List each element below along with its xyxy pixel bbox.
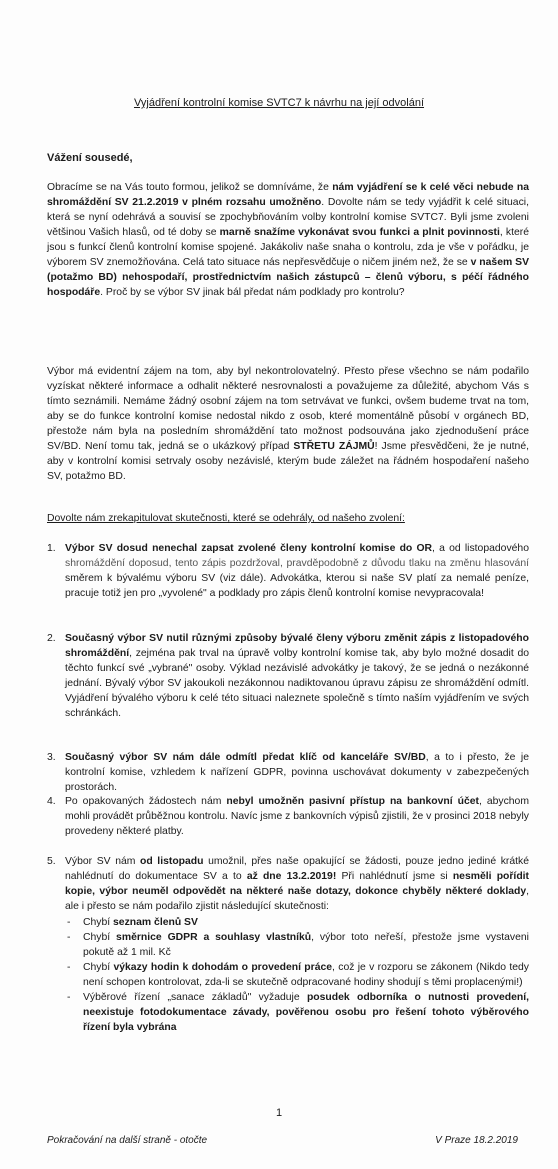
bold-text: od listopadu — [140, 856, 204, 867]
document-title: Vyjádření kontrolní komise SVTC7 k návrhu na její odvolání — [133, 97, 425, 109]
text: Chybí — [83, 962, 114, 973]
list-item — [47, 750, 529, 794]
bold-text: nebyl umožněn pasivní přístup na bankovní účet — [226, 796, 479, 807]
text: , které jsou s funkcí členů kontrolní komise spojené. Jakákoliv naše snaha o kontrolu, zda je vše v pořádku, je výborem SV znemožňována. Celá tato situace nás nepřesvědčuje o ničem jiném než, že se — [47, 227, 530, 268]
text: Chybí — [83, 917, 114, 928]
page-number: 1 — [275, 1107, 283, 1119]
paragraph-intro — [47, 180, 529, 300]
text: . Proč by se výbor SV jinak bál předat nám podklady pro kontrolu? — [100, 287, 405, 298]
list-number: 4. — [47, 796, 56, 807]
text: umožnil, přes naše opakující se žádosti, pouze jedno jediné krátké nahlédnutí do dokumentace SV a to — [65, 856, 529, 882]
bold-text: marně snažíme vykonávat svou funkci a plnit povinnosti — [219, 227, 500, 238]
bold-text: v našem SV (potažmo BD) nehospodaří, prostřednictvím našich zástupců – členů výboru, s péčí řádného hospodáře — [47, 257, 529, 298]
sublist-item — [65, 930, 529, 960]
list-number: 1. — [47, 543, 56, 554]
text: směrem k bývalému výboru SV (viz dále). Advokátka, kterou si naše SV platí za nemalé peníze, pracuje totiž jen pro „vyvolené" a podklady pro zápis členů kontrolní komise nevypracovala! — [65, 573, 529, 599]
bold-text: posudek odborníka o nutnosti provedení, neexistuje fotodokumentace závady, pověřenou osobu pro řešení tohoto výběrového řízení byla vybrána — [83, 992, 530, 1033]
text: , abychom mohli provádět průběžnou kontrolu. Navíc jsme z bankovních výpisů zjistili, že v prosinci 2018 nebyly provedeny některé platby. — [65, 796, 529, 837]
paragraph-conflict — [47, 364, 529, 484]
list-item — [47, 794, 529, 854]
text: Výběrové řízení „sanace základů" vyžaduje — [83, 992, 307, 1003]
findings-sublist — [65, 915, 529, 1035]
bold-text: nesměli pořídit kopie, výbor neuměl odpovědět na některé naše dotazy, dokonce chyběly některé doklady — [65, 871, 530, 897]
list-item — [47, 854, 529, 1035]
text: , a od listopadového — [432, 543, 529, 554]
bold-text: seznam členů SV — [113, 917, 198, 928]
list-item — [47, 631, 529, 750]
footer-place-date: V Praze 18.2.2019 — [435, 1135, 518, 1146]
footer-continue-note: Pokračování na další straně - otočte — [47, 1135, 208, 1146]
list-number: 5. — [47, 856, 56, 867]
dash-bullet: - — [67, 932, 71, 943]
sublist-item — [65, 960, 529, 990]
text: Při nahlédnutí jsme si — [336, 871, 453, 882]
bold-text: Současný výbor SV nám dále odmítl předat klíč od kanceláře SV/BD — [65, 752, 426, 763]
bold-text: výkazy hodin k dohodám o provedení práce — [113, 962, 333, 973]
text: , a to i přesto, že je kontrolní komise, vzhledem k nařízení GDPR, povinna uschovávat dokumenty v zabezpečených prostorách. — [65, 752, 530, 793]
text: . Dovolte nám se tedy vyjádřit k celé situaci, která se nyní odehrává a souvisí se zpochybňováním volby kontrolní komise SVTC7. Byli jsme zvoleni většinou Vašich hlasů, od té doby se — [47, 197, 529, 238]
text: Po opakovaných žádostech nám — [65, 796, 227, 807]
text: , výbor toto neřeší, přestože jsme vystaveni pokutě až 1 mil. Kč — [83, 932, 529, 958]
bold-text: nám vyjádření se k celé věci nebude na shromáždění SV 21.2.2019 v plném rozsahu umožněno — [47, 182, 529, 208]
paragraph-recap-heading: Dovolte nám zrekapitulovat skutečnosti, které se odehrály, od našeho zvolení: — [47, 513, 405, 524]
sublist-item — [65, 990, 529, 1035]
dash-bullet: - — [67, 992, 71, 1003]
bold-text: STŘETU ZÁJMŮ — [293, 441, 375, 452]
text: Obracíme se na Vás touto formou, jelikož se domníváme, že — [47, 182, 333, 193]
bold-text: směrnice GDPR a souhlasy vlastníků — [116, 932, 312, 943]
text: , ale i přesto se nám podařilo zjistit následující skutečnosti: — [65, 886, 529, 912]
bold-text: až dne 13.2.2019! — [246, 871, 337, 882]
list-number: 2. — [47, 633, 56, 644]
sublist-item — [65, 915, 529, 930]
dash-bullet: - — [67, 962, 71, 973]
facts-list — [47, 541, 529, 1035]
text: Výbor SV nám — [65, 856, 141, 867]
text: , zejména pak trval na úpravě volby kontrolní komise tak, aby bylo možné dosadit do těchto funkcí své „vybrané" osoby. Výklad nezávislé advokátky je takový, že se jedná o nezákonné jednání. Bývalý výbor SV jakoukoli nezákonnou nadiktovanou úpravu zápisu ze shromáždění odmítl. Vyjádření bývalého výboru k celé této situaci naleznete společně s tímto naším vyjádřením ve svých schránkách. — [65, 648, 529, 719]
text: Chybí — [83, 932, 117, 943]
salutation: Vážení sousedé, — [47, 152, 133, 164]
dash-bullet: - — [67, 917, 71, 928]
list-item — [47, 541, 529, 631]
text: ! Jsme přesvědčeni, že je nutné, aby v kontrolní komisi setrvaly osoby nezávislé, kterým bude záležet na řádném hospodaření našeho SV, potažmo BD. — [47, 441, 529, 482]
text: , což je v rozporu se zákonem (Nikdo tedy není schopen kontrolovat, zda-li se skutečně odpracované hodiny shodují s těmi proplacenými!) — [83, 962, 530, 988]
bold-text: Výbor SV dosud nenechal zapsat zvolené členy kontrolní komise do OR — [65, 543, 433, 554]
list-number: 3. — [47, 752, 56, 763]
bold-text: Současný výbor SV nutil různými způsoby bývalé členy výboru změnit zápis z listopadového shromáždění — [65, 633, 529, 659]
text: Výbor má evidentní zájem na tom, aby byl nekontrolovatelný. Přesto přese všechno se nám podařilo vyzískat některé informace a odhalit některé nesrovnalosti a považujeme za důležité, abychom Vás s tímto seznámili. Nemáme žádný osobní zájem na tom setrvávat ve funkci, ovšem budeme trvat na tom, aby se do funkce kontrolní komise nedostal nikdo z osob, které momentálně působí v orgánech BD, přestože nám byla na posledním shromáždění tato možnost podsouvána jako zjednodušení práce SV/BD. Není tomu tak, jedná se o ukázkový případ — [47, 366, 529, 452]
text: shromáždění doposud, tento zápis pozdržoval, pravděpodobně z důvodu tlaku na změnu hlasování — [65, 558, 529, 569]
